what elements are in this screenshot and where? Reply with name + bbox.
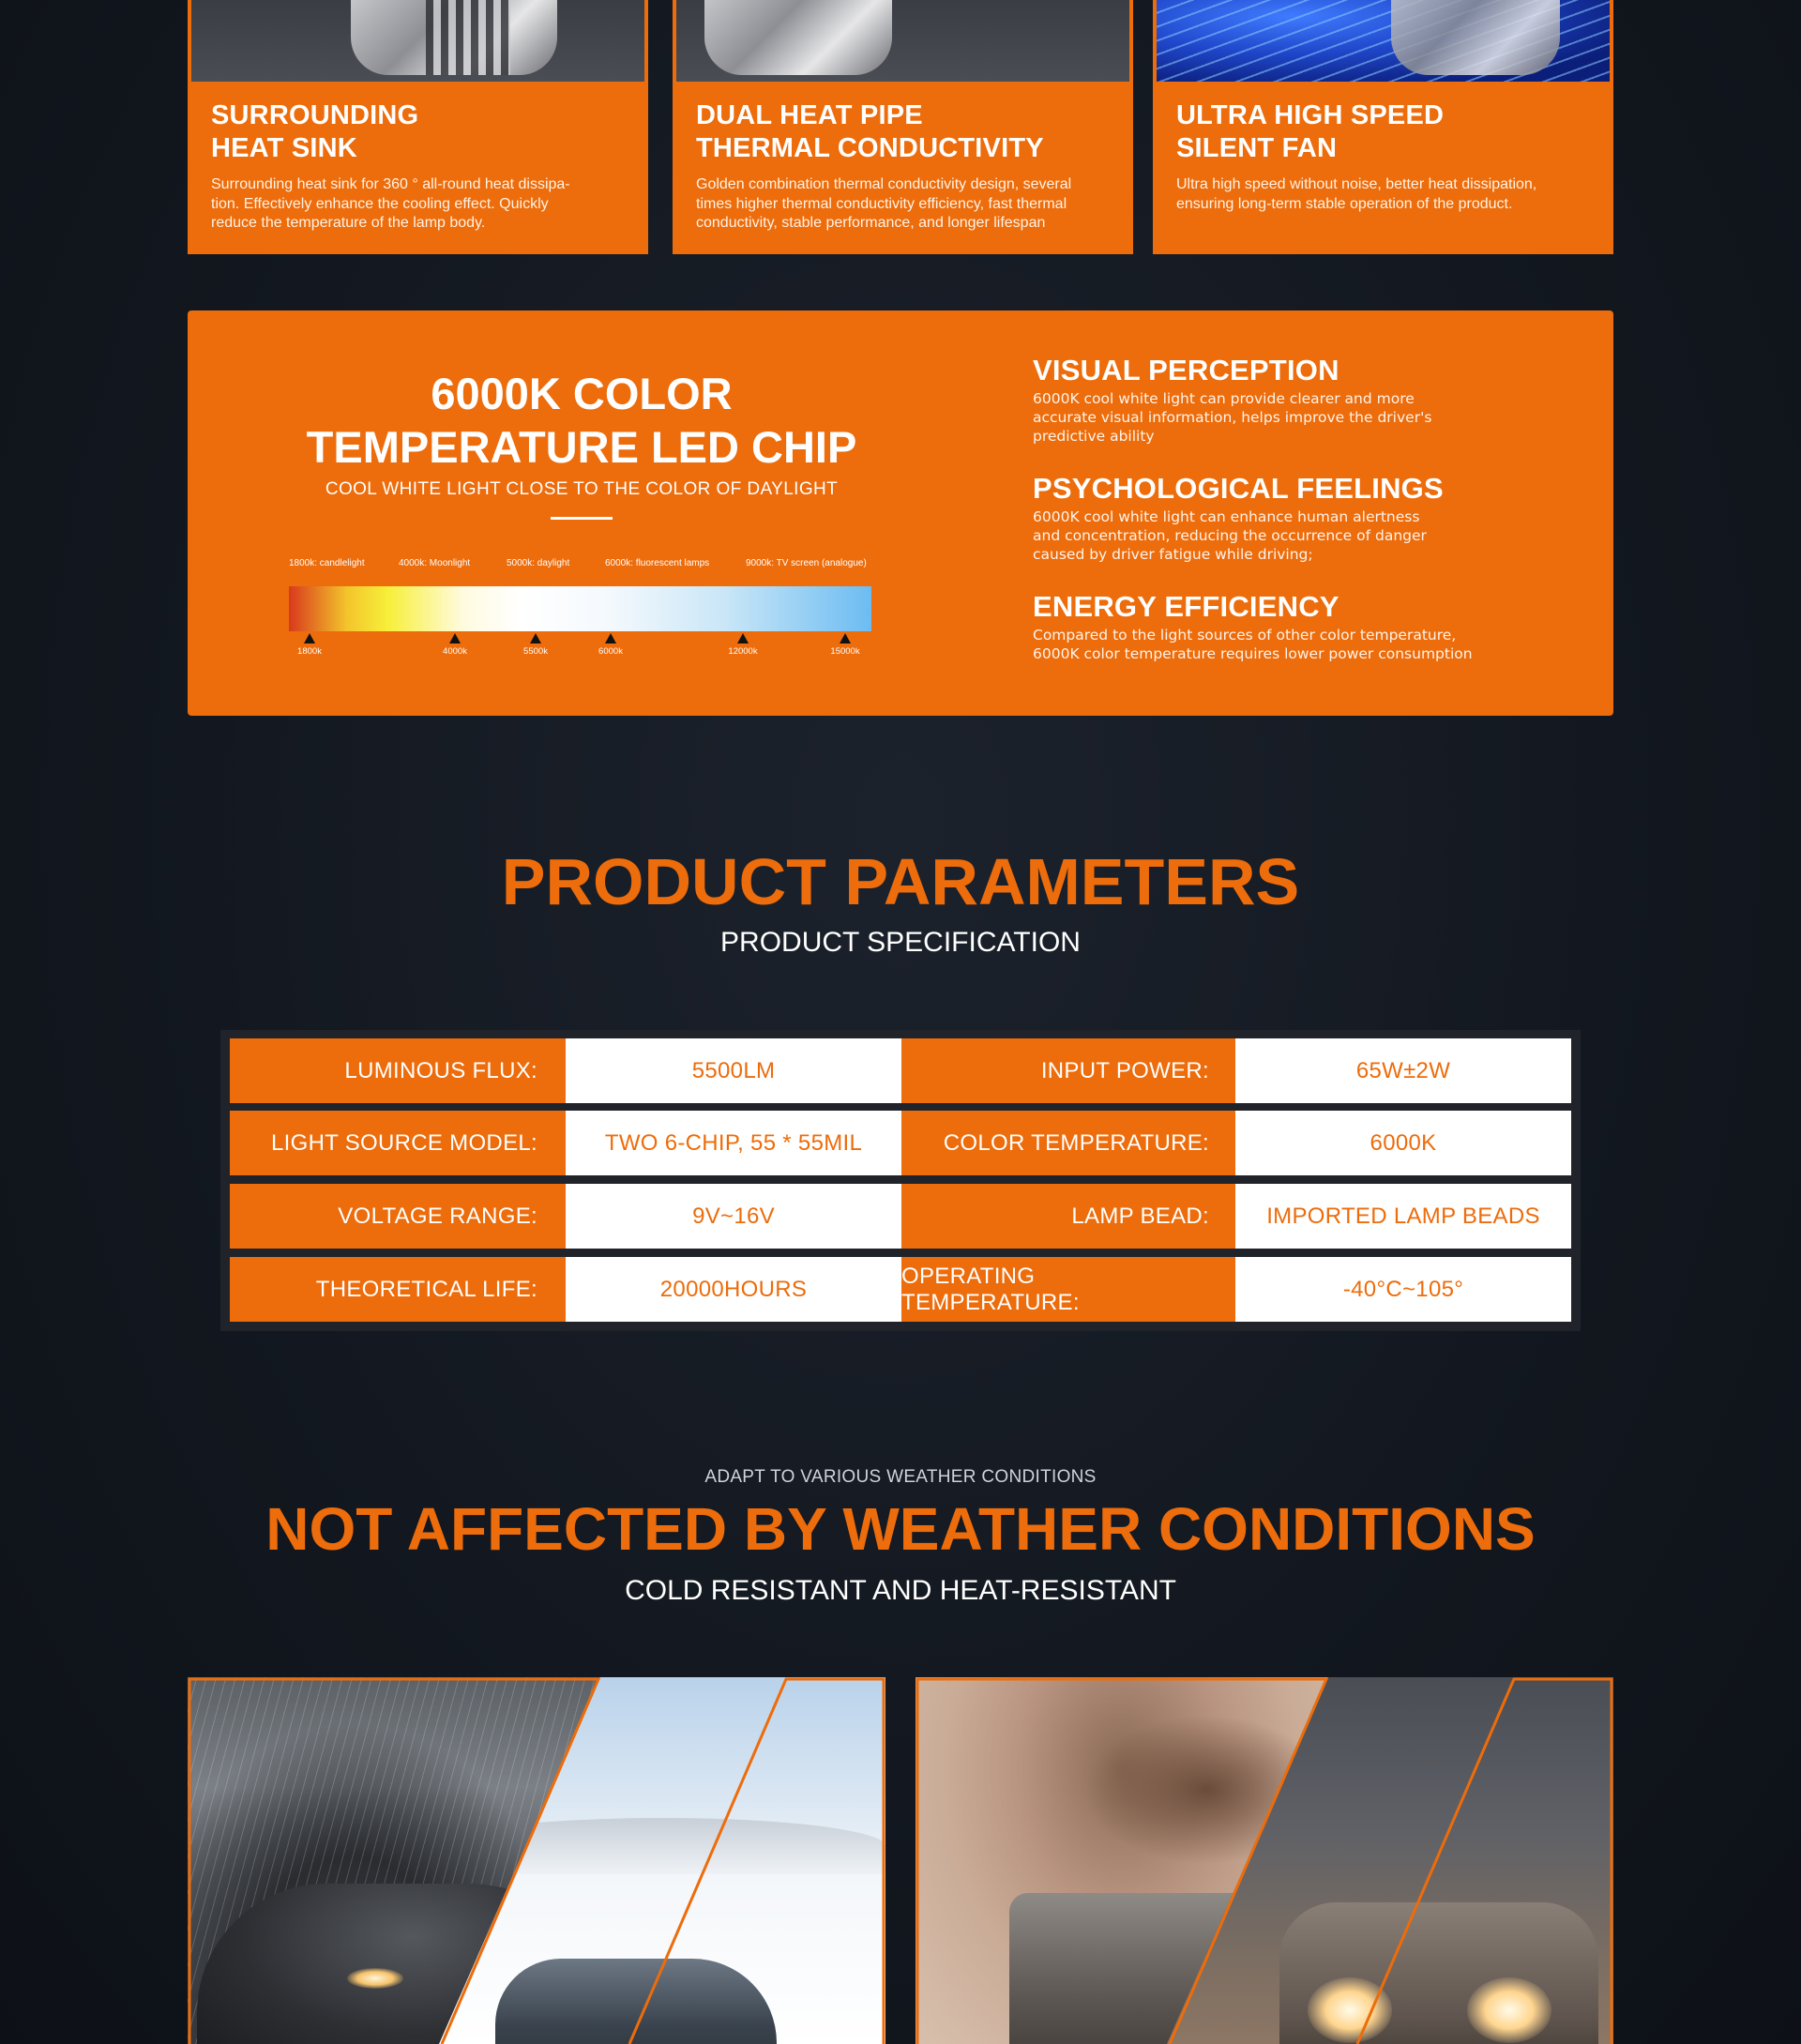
- weather-image-pair-right: [916, 1677, 1613, 2044]
- title-divider: [551, 517, 613, 520]
- table-row: [230, 1184, 1571, 1249]
- feature-title: ULTRA HIGH SPEED SILENT FAN: [1176, 100, 1445, 163]
- scale-tick-label: 12000k: [728, 646, 758, 657]
- param-value: 20000HOURS: [566, 1257, 901, 1322]
- param-value: 5500LM: [566, 1038, 901, 1103]
- table-row: [230, 1257, 1571, 1322]
- scale-label: 6000k: fluorescent lamps: [605, 558, 710, 568]
- param-value: 65W±2W: [1235, 1038, 1571, 1103]
- feature-description: Surrounding heat sink for 360 ° all-round heat dissipa- tion. Effectively enhance the cooling effect. Quickly reduce the temperature of the lamp body.: [211, 176, 570, 231]
- feature-description: Golden combination thermal conductivity design, several times higher thermal conductivity efficiency, fast thermal conductivity, stable performance, and longer lifespan: [696, 176, 1072, 231]
- color-temperature-subtitle: COOL WHITE LIGHT CLOSE TO THE COLOR OF DAYLIGHT: [325, 479, 839, 499]
- scale-label: 9000k: TV screen (analogue): [746, 558, 867, 568]
- scale-label: 1800k: candlelight: [289, 558, 365, 568]
- scale-tick-label: 6000k: [598, 646, 623, 657]
- heat-pipe-image: [676, 0, 1129, 82]
- param-value: IMPORTED LAMP BEADS: [1235, 1184, 1571, 1249]
- param-label: LIGHT SOURCE MODEL:: [230, 1111, 566, 1175]
- scale-tick-marker: [530, 633, 541, 643]
- feature-description: Ultra high speed without noise, better heat dissipation, ensuring long-term stable operation of the product.: [1176, 176, 1537, 212]
- feature-title: DUAL HEAT PIPE THERMAL CONDUCTIVITY: [696, 100, 1044, 163]
- weather-title: NOT AFFECTED BY WEATHER CONDITIONS: [265, 1495, 1536, 1563]
- benefit-description: 6000K cool white light can enhance human alertness and concentration, reducing the occurrence of danger caused by driver fatigue while driving;: [1033, 508, 1427, 563]
- param-value: 6000K: [1235, 1111, 1571, 1175]
- benefit-title: VISUAL PERCEPTION: [1033, 354, 1339, 386]
- param-label: LUMINOUS FLUX:: [230, 1038, 566, 1103]
- scale-label: 5000k: daylight: [507, 558, 570, 568]
- param-value: -40°C~105°: [1235, 1257, 1571, 1322]
- benefit-energy-efficiency: [1033, 590, 1558, 663]
- param-value: 9V~16V: [566, 1184, 901, 1249]
- table-row: [230, 1111, 1571, 1175]
- feature-card-heat-pipe: [673, 0, 1133, 254]
- parameters-title: PRODUCT PARAMETERS: [501, 845, 1300, 918]
- scale-tick-marker: [449, 633, 461, 643]
- scale-tick-label: 4000k: [443, 646, 467, 657]
- scale-tick-label: 15000k: [830, 646, 860, 657]
- feature-title: SURROUNDING HEAT SINK: [211, 100, 419, 163]
- benefit-visual-perception: [1033, 354, 1558, 446]
- scale-tick-label: 1800k: [297, 646, 322, 657]
- silent-fan-image: [1157, 0, 1610, 82]
- param-label: LAMP BEAD:: [901, 1184, 1237, 1249]
- weather-image-pair-left: [188, 1677, 885, 2044]
- feature-card-silent-fan: [1153, 0, 1613, 254]
- scale-tick-marker: [605, 633, 616, 643]
- table-row: [230, 1038, 1571, 1103]
- scale-label: 4000k: Moonlight: [399, 558, 471, 568]
- benefit-description: 6000K cool white light can provide clearer and more accurate visual information, helps improve the driver's predictive ability: [1033, 390, 1432, 445]
- weather-pretitle: ADAPT TO VARIOUS WEATHER CONDITIONS: [704, 1467, 1097, 1487]
- param-label: VOLTAGE RANGE:: [230, 1184, 566, 1249]
- param-label: COLOR TEMPERATURE:: [901, 1111, 1237, 1175]
- feature-card-heat-sink: [188, 0, 648, 254]
- scale-tick-marker: [304, 633, 315, 643]
- param-label: THEORETICAL LIFE:: [230, 1257, 566, 1322]
- color-temperature-panel: [188, 310, 1613, 716]
- param-label: OPERATING TEMPERATURE:: [901, 1257, 1237, 1322]
- kelvin-gradient-bar: [289, 586, 871, 631]
- parameters-table: [220, 1030, 1581, 1331]
- color-temperature-title: 6000K COLOR TEMPERATURE LED CHIP: [306, 369, 857, 472]
- benefit-description: Compared to the light sources of other color temperature, 6000K color temperature requires lower power consumption: [1033, 627, 1473, 662]
- scale-tick-marker: [737, 633, 749, 643]
- scale-tick-label: 5500k: [523, 646, 548, 657]
- heat-sink-image: [191, 0, 644, 82]
- benefit-psychological-feelings: [1033, 472, 1558, 564]
- benefit-title: PSYCHOLOGICAL FEELINGS: [1033, 472, 1444, 505]
- parameters-subtitle: PRODUCT SPECIFICATION: [720, 927, 1081, 958]
- color-temperature-scale: [289, 558, 871, 661]
- weather-subtitle: COLD RESISTANT AND HEAT-RESISTANT: [625, 1575, 1176, 1606]
- scale-tick-marker: [840, 633, 851, 643]
- param-value: TWO 6-CHIP, 55 * 55MIL: [566, 1111, 901, 1175]
- param-label: INPUT POWER:: [901, 1038, 1237, 1103]
- benefit-title: ENERGY EFFICIENCY: [1033, 590, 1339, 623]
